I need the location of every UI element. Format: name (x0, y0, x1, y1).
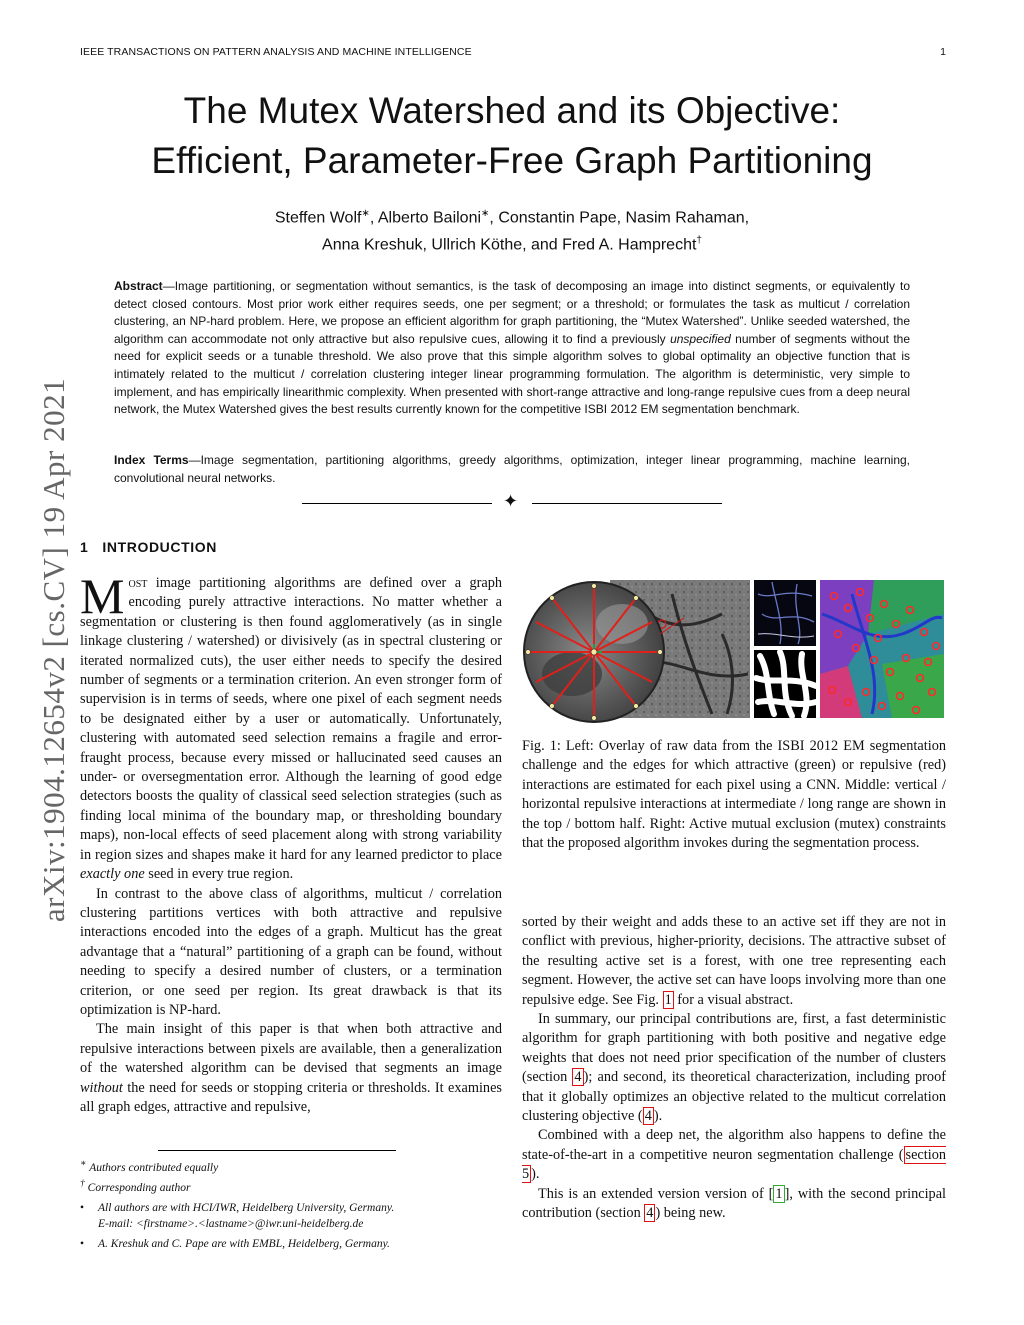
affiliation-note-1 (80, 1200, 510, 1232)
author-bailoni: , Alberto Bailoni (369, 209, 482, 227)
right-p3-b: ). (531, 1166, 540, 1183)
page-number: 1 (940, 46, 946, 58)
separator-line-left (302, 503, 492, 504)
authors-line-1-rest: , Constantin Pape, Nasim Rahaman, (489, 209, 750, 227)
right-p1-b: for a visual abstract. (673, 991, 794, 1008)
author-list (80, 202, 944, 257)
index-terms-text: —Image segmentation, partitioning algorithms, greedy algorithms, optimization, integer linear programming, machine learning, convolutional neural networks. (114, 453, 910, 485)
footnote-mark-star: ∗ (80, 1158, 87, 1169)
author-wolf: Steffen Wolf (274, 209, 362, 227)
abstract-label: Abstract (114, 279, 163, 293)
right-paragraph-1 (522, 913, 946, 1010)
right-p4-b: ], with the second principal contribution (section (522, 1185, 947, 1222)
intro-column-left (80, 568, 502, 1117)
corresponding-author-mark: † (696, 235, 702, 247)
section-ref-link-1[interactable]: 4 (574, 1069, 582, 1086)
footnote-mark-dagger: † (80, 1177, 85, 1189)
running-head: IEEE TRANSACTIONS ON PATTERN ANALYSIS AND MACHINE INTELLIGENCE (80, 46, 472, 58)
intro-paragraph-3 (80, 1020, 502, 1117)
right-p3-a: Combined with a deep net, the algorithm also happens to define the state-of-the-art in a competitive neuron segmentation challenge ( (522, 1127, 946, 1163)
footnote-equal-contribution (80, 1156, 510, 1176)
intro-p3-emphasis: without (80, 1079, 123, 1096)
dropcap-smallcaps: ost (128, 575, 148, 591)
equal-contribution-mark-2: ∗ (481, 208, 490, 219)
footnotes (80, 1156, 510, 1252)
footnote-rule (158, 1150, 396, 1151)
right-p2-c: ). (653, 1108, 663, 1125)
intro-column-right (522, 913, 946, 1224)
right-paragraph-2 (522, 1010, 946, 1126)
arxiv-stamp: arXiv:1904.12654v2 [cs.CV] 19 Apr 2021 (36, 377, 71, 923)
repulsive-interactions-bottom (754, 650, 816, 718)
figure-1-caption: Fig. 1: Left: Overlay of raw data from the ISBI 2012 EM segmentation challenge and the edges for which attractive (green) or repulsive (red) interactions are estimated for each pixel using a CNN. Middle: vertical / horizontal repulsive interactions at intermediate / long range are shown in the top / bottom half. Right: Active mutual exclusion (mutex) constraints that the proposed algorithm invokes during the segmentation process. (522, 738, 946, 852)
equal-contribution-mark: ∗ (361, 208, 370, 219)
footnote-corresponding (80, 1176, 510, 1196)
right-p4-a: This is an extended version version of [ (538, 1185, 774, 1202)
figure-1-graphic (522, 574, 946, 744)
intro-p3-a: The main insight of this paper is that when both attractive and repulsive interactions between pixels are available, then a generalization of the watershed algorithm can be devised that segments an image (80, 1021, 502, 1077)
title-line-1: The Mutex Watershed and its Objective: (183, 90, 841, 131)
mutex-constraints-panel (820, 580, 944, 718)
section-title: INTRODUCTION (102, 539, 217, 555)
right-p1-a: sorted by their weight and adds these to an active set iff they are not in conflict with previous, higher-priority, decisions. The attractive subset of the resulting active set is a forest, with one tree representing each segment. However, the active set can have loops involving more than one repulsive edge. See Fig. (522, 914, 946, 1008)
dropcap: M (80, 568, 125, 624)
abstract-emphasis: unspecified (670, 331, 731, 346)
affiliation-note-2: • A. Kreshuk and C. Pape are with EMBL, Heidelberg, Germany. (80, 1236, 510, 1252)
figure-1 (522, 574, 946, 744)
repulsive-interactions-top (754, 580, 816, 646)
affiliation-1-email: E-mail: <firstname>.<lastname>@iwr.uni-heidelberg.de (98, 1217, 364, 1230)
authors-line-2: Anna Kreshuk, Ullrich Köthe, and Fred A. Hamprecht (322, 236, 697, 254)
intro-p1-b: seed in every true region. (144, 866, 294, 883)
index-terms (114, 452, 910, 487)
footnote-2-text: Corresponding author (87, 1181, 191, 1194)
section-5-ref-link[interactable]: section 5 (522, 1146, 946, 1183)
right-p4-c: ) being new. (655, 1205, 726, 1222)
section-ref-link-2[interactable]: 4 (644, 1108, 652, 1125)
abstract-text-a: —Image partitioning, or segmentation without semantics, is the task of decomposing an image into distinct segments, or equivalently to detect closed contours. Most prior work either requires seeds, one per segment; or a threshold; or formulates the task as multicut / correlation clustering, an NP-hard problem. Here, we propose an efficient algorithm for graph partitioning, the “Mutex Watershed”. Unlike seeded watershed, the algorithm can accommodate not only attractive but also repulsive cues, allowing it to find a previously (114, 279, 910, 346)
title-line-2: Efficient, Parameter-Free Graph Partitioning (151, 140, 873, 181)
right-paragraph-4 (522, 1185, 946, 1224)
right-p2-b: ); and second, its theoretical characterization, including proof that it globally optimizes an objective related to the multicut correlation clustering objective ( (522, 1069, 946, 1125)
paper-title (80, 86, 944, 186)
separator-line-right (532, 503, 722, 504)
intro-paragraph-1 (80, 568, 502, 885)
figure-ref-link[interactable]: 1 (664, 991, 672, 1008)
intro-paragraph-2: In contrast to the above class of algorithms, multicut / correlation clustering partitions vertices with both attractive and repulsive interactions encoded into the edges of a graph. Multicut has the great advantage that a “natural” partitioning of a graph can be found, without needing to specify a desired number of clusters, or a termination criterion, or one seed per region. Its great drawback is that its optimization is NP-hard. (80, 885, 502, 1018)
section-number: 1 (80, 539, 89, 555)
right-paragraph-3 (522, 1126, 946, 1184)
separator-star: ✦ (503, 491, 519, 511)
section-heading (80, 539, 217, 555)
intro-p1-emphasis: exactly one (80, 866, 145, 883)
index-terms-label: Index Terms (114, 453, 189, 467)
section-ref-link-3[interactable]: 4 (646, 1205, 654, 1222)
abstract-text-b: number of segments without the need for explicit seeds or a tunable threshold. We also prove that this simple algorithm solves to global optimality an objective function that is intimately related to the multicut / correlation clustering integer linear programming formulation. The algorithm is deterministic, very simple to implement, and has empirically linearithmic complexity. When presented with short-range attractive and long-range repulsive cues from a deep neural network, the Mutex Watershed gives the best results currently known for the competitive ISBI 2012 EM segmentation benchmark. (114, 331, 911, 417)
affiliation-1-line-1: All authors are with HCI/IWR, Heidelberg University, Germany. (98, 1201, 395, 1214)
right-p2-a: In summary, our principal contributions are, first, a fast deterministic algorithm for graph partitioning with both positive and negative edge weights that does not need prior specification of the number of clusters (section (522, 1011, 946, 1086)
footnote-1-text: Authors contributed equally (89, 1161, 219, 1174)
intro-p3-b: the need for seeds or stopping criteria or thresholds. It examines all graph edges, attractive and repulsive, (80, 1079, 502, 1115)
intro-p1-a: image partitioning algorithms are defined over a graph encoding purely attractive interactions. No matter whether a segmentation or clustering is then found agglomeratively (as in single linkage clustering / watershed) or divisively (as in spectral clustering or iterated normalized cuts), the user either needs to specify the desired number of segments or a termination criterion. An even stronger form of supervision is in terms of seeds, where one pixel of each segment needs to be designated either by a user or automatically. Unfortunately, clustering with automated seed selection remains a fragile and error-fraught process, because every missed or hallucinated seed causes an under- or oversegmentation error. Although the learning of good edge detectors boosts the quality of classical seed selection strategies (such as finding local minima of the boundary map, or thresholding boundary maps), non-local effects of seed placement along with strong variability in region sizes and shapes make it hard for any learned predictor to place (80, 575, 502, 863)
citation-link[interactable]: 1 (775, 1185, 783, 1202)
abstract (114, 278, 910, 419)
